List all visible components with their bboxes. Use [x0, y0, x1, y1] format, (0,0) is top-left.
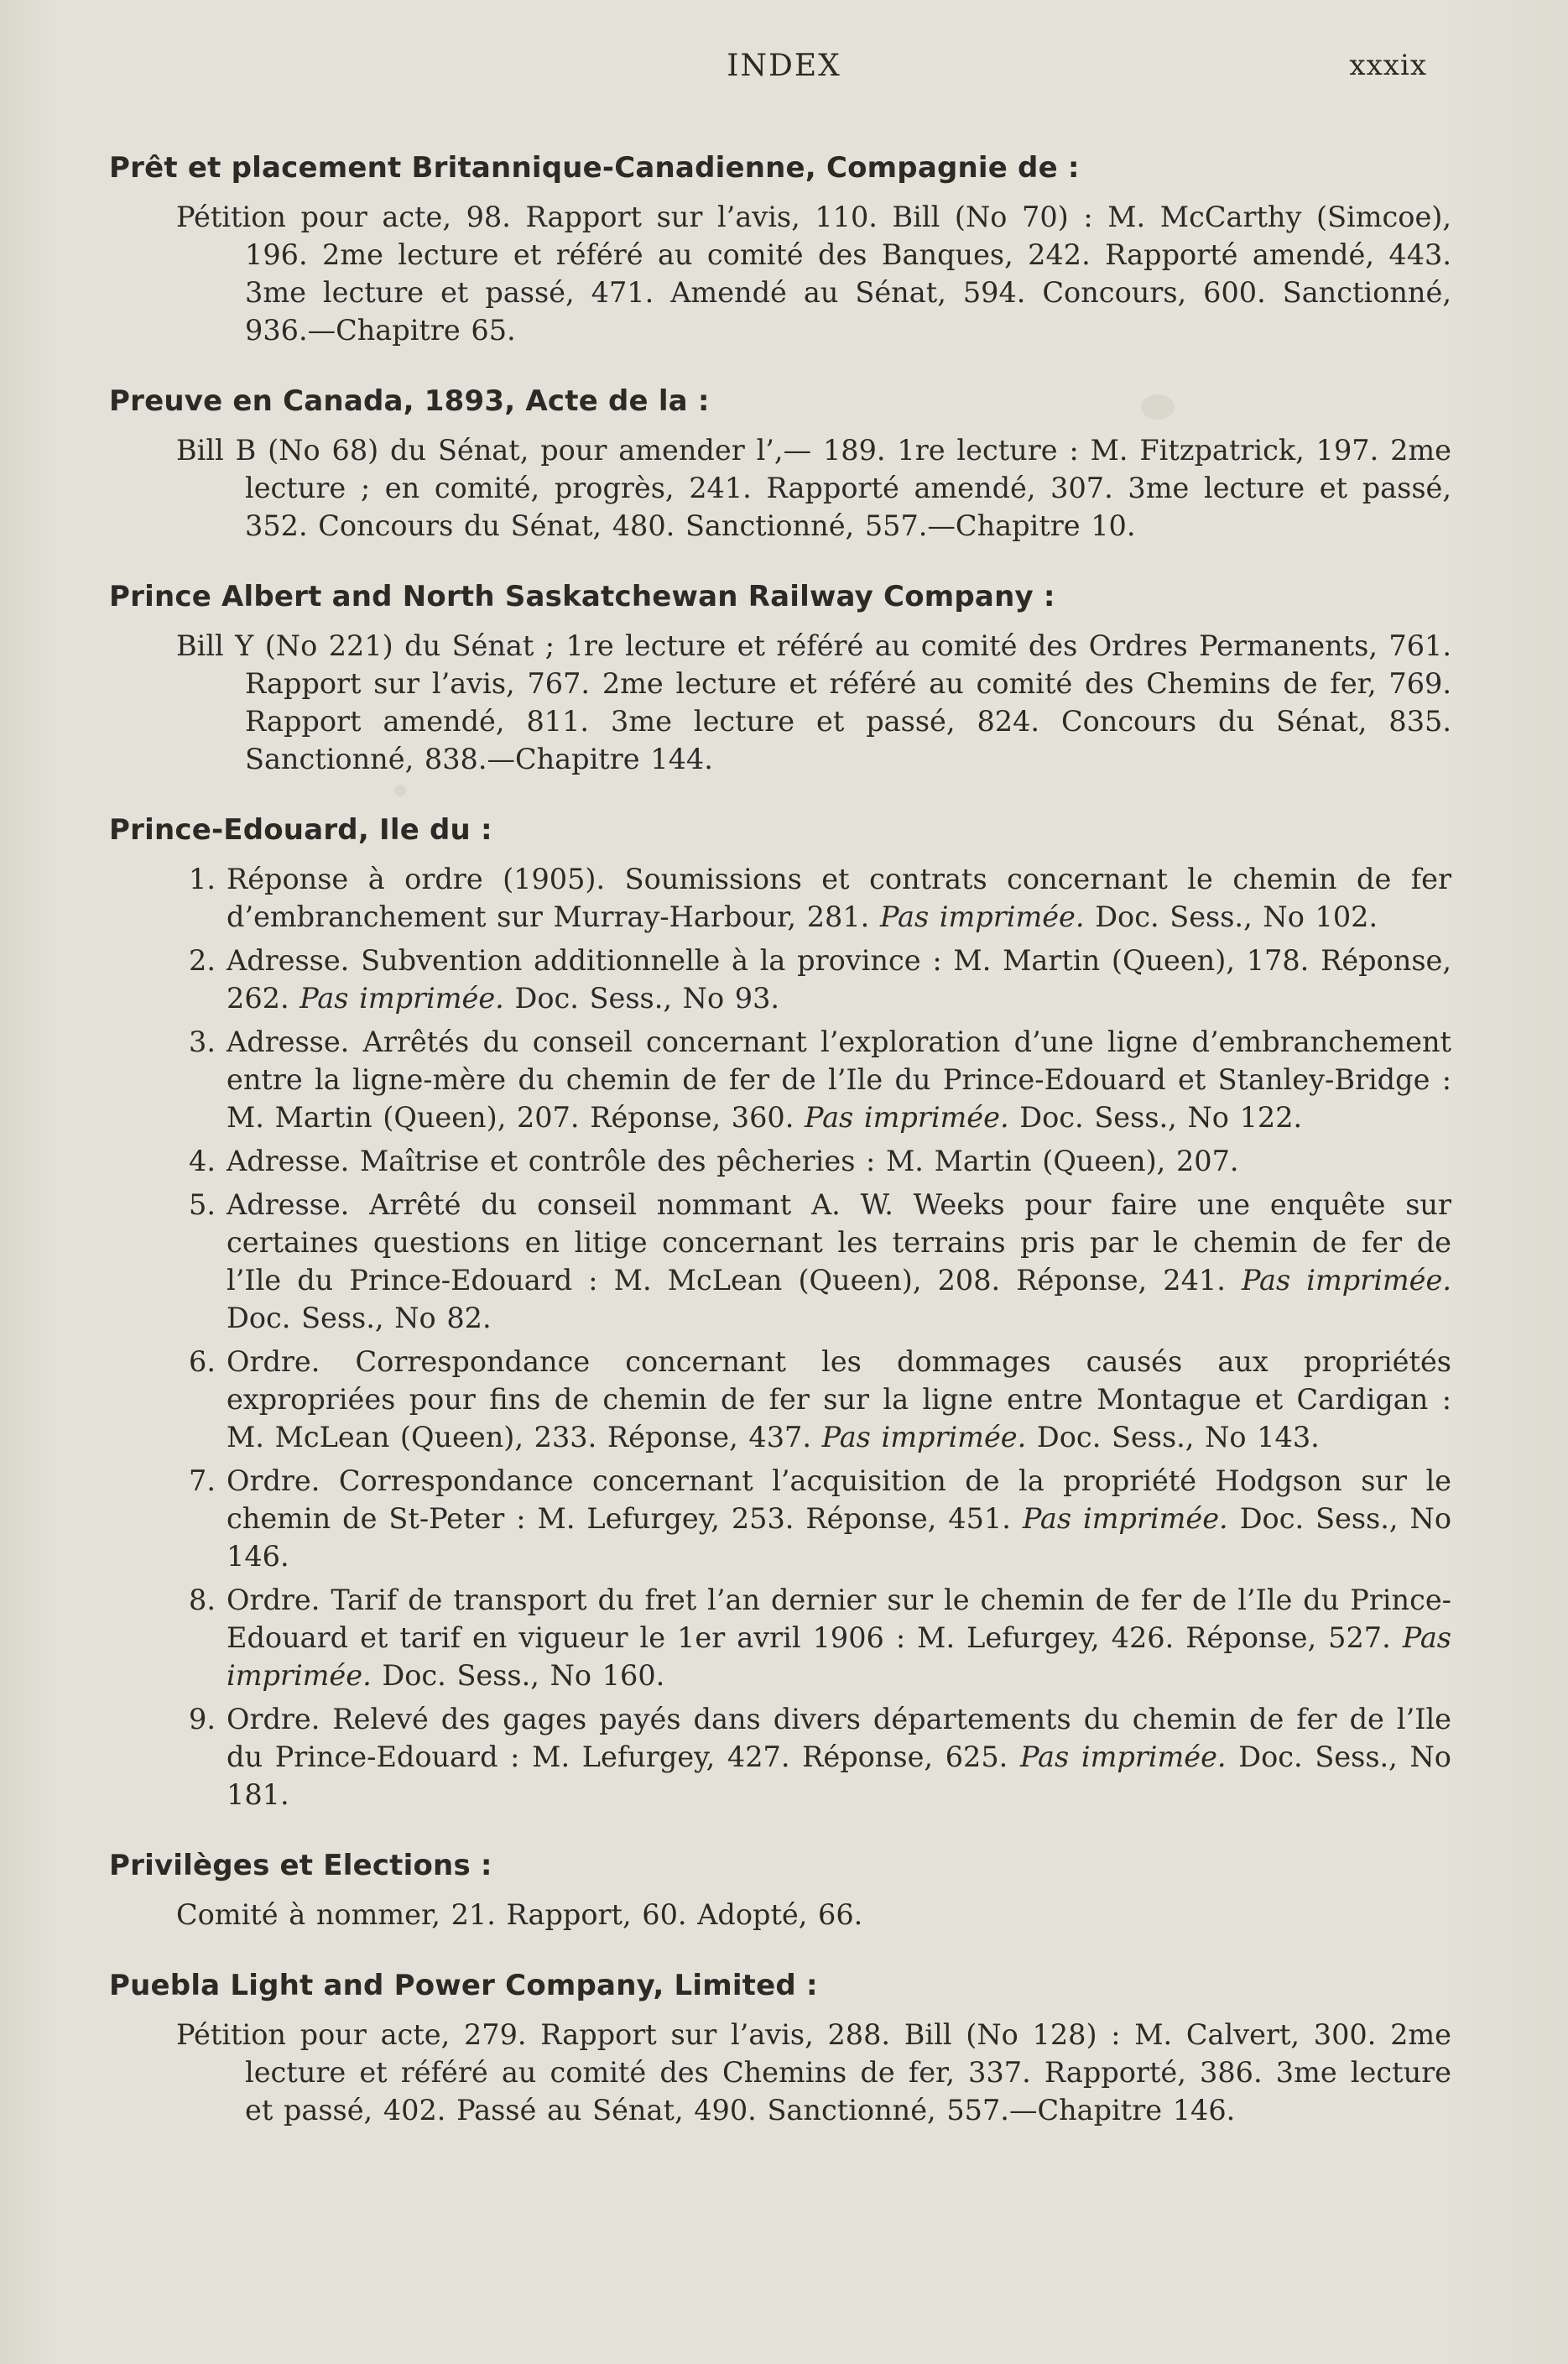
index-entry-puebla-light: [109, 1967, 1451, 2129]
entry-heading: Prince Albert and North Saskatchewan Railway Company :: [109, 580, 1055, 613]
sub-entry-text: Adresse. Arrêtés du conseil concernant l’exploration d’une ligne d’embranchement entre la ligne-mère du chemin de fer de l’Ile du Prince-Edouard et Stanley-Bridge : M. Martin (Queen), 207. Réponse, 360.: [227, 1025, 1451, 1134]
index-entry-privileges-elections: [109, 1847, 1451, 1933]
running-head: [0, 49, 1568, 92]
sub-entry-doc: Doc. Sess., No 181.: [227, 1740, 1451, 1811]
index-entry-preuve-canada: [109, 383, 1451, 545]
index-entry-prince-albert-railway: [109, 578, 1451, 778]
entry-heading: Prince-Edouard, Ile du :: [109, 813, 492, 847]
entry-heading: Preuve en Canada, 1893, Acte de la :: [109, 384, 710, 418]
sub-entry-doc: Doc. Sess., No 160.: [382, 1659, 665, 1692]
sub-entry-doc: Doc. Sess., No 82.: [227, 1302, 492, 1334]
sub-entry-number: 8.: [189, 1584, 216, 1616]
running-title: INDEX: [727, 49, 841, 83]
sub-entry-status: Pas imprimée.: [1241, 1264, 1451, 1297]
sub-entry-number: 4.: [189, 1145, 216, 1177]
sub-entry-list: [189, 860, 1451, 1813]
sub-entry-status: Pas imprimée.: [1019, 1740, 1227, 1773]
sub-entry-text: Adresse. Maîtrise et contrôle des pêcheries : M. Martin (Queen), 207.: [227, 1145, 1239, 1177]
index-entry-pret-placement: [109, 149, 1451, 349]
entry-body: Bill Y (No 221) du Sénat ; 1re lecture et référé au comité des Ordres Permanents, 761. Rapport sur l’avis, 767. 2me lecture et référé au comité des Chemins de fer, 769. Rapport amendé, 811. 3me lecture et passé, 824. Concours du Sénat, 835. Sanctionné, 838.—Chapitre 144.: [176, 629, 1451, 775]
sub-entry: [189, 860, 1451, 936]
sub-entry-number: 3.: [189, 1025, 216, 1058]
sub-entry-text: Adresse. Subvention additionnelle à la province : M. Martin (Queen), 178. Réponse, 262.: [227, 944, 1451, 1015]
entry-heading: Puebla Light and Power Company, Limited :: [109, 1969, 818, 2002]
sub-entry-status: Pas imprimée.: [805, 1101, 1009, 1134]
sub-entry-status: Pas imprimée.: [1022, 1502, 1228, 1535]
sub-entry: [189, 1023, 1451, 1136]
entry-body: Pétition pour acte, 98. Rapport sur l’avis, 110. Bill (No 70) : M. McCarthy (Simcoe), 196. 2me lecture et référé au comité des Banques, 242. Rapporté amendé, 443. 3me lecture et passé, 471. Amendé au Sénat, 594. Concours, 600. Sanctionné, 936.—Chapitre 65.: [176, 201, 1451, 347]
sub-entry-number: 5.: [189, 1188, 216, 1221]
sub-entry: [189, 1343, 1451, 1456]
sub-entry-status: Pas imprimée.: [821, 1421, 1027, 1453]
sub-entry-text: Adresse. Arrêté du conseil nommant A. W. Weeks pour faire une enquête sur certaines questions en litige concernant les terrains pris par le chemin de fer de l’Ile du Prince-Edouard : M. McLean (Queen), 208. Réponse, 241.: [227, 1188, 1451, 1297]
sub-entry-text: Réponse à ordre (1905). Soumissions et contrats concernant le chemin de fer d’embranchement sur Murray-Harbour, 281.: [227, 863, 1451, 933]
index-content: [109, 149, 1451, 2163]
entry-body: Bill B (No 68) du Sénat, pour amender l’,— 189. 1re lecture : M. Fitzpatrick, 197. 2me lecture ; en comité, progrès, 241. Rapporté amendé, 307. 3me lecture et passé, 352. Concours du Sénat, 480. Sanctionné, 557.—Chapitre 10.: [176, 434, 1451, 542]
sub-entry-number: 9.: [189, 1703, 216, 1735]
sub-entry-doc: Doc. Sess., No 93.: [514, 982, 780, 1015]
sub-entry-text: Ordre. Tarif de transport du fret l’an dernier sur le chemin de fer de l’Ile du Prince-Edouard et tarif en vigueur le 1er avril 1906 : M. Lefurgey, 426. Réponse, 527.: [227, 1584, 1451, 1654]
sub-entry: [189, 1700, 1451, 1813]
sub-entry-number: 7.: [189, 1464, 216, 1497]
sub-entry-number: 6.: [189, 1345, 216, 1378]
sub-entry: [189, 942, 1451, 1017]
sub-entry: [189, 1142, 1451, 1180]
page-number: xxxix: [1349, 49, 1427, 82]
sub-entry-doc: Doc. Sess., No 143.: [1036, 1421, 1320, 1453]
entry-heading: Privilèges et Elections :: [109, 1849, 492, 1882]
sub-entry-text: Ordre. Relevé des gages payés dans divers départements du chemin de fer de l’Ile du Prince-Edouard : M. Lefurgey, 427. Réponse, 625.: [227, 1703, 1451, 1773]
sub-entry-status: Pas imprimée.: [227, 1621, 1451, 1692]
sub-entry: [189, 1462, 1451, 1575]
sub-entry-status: Pas imprimée.: [300, 982, 504, 1015]
sub-entry-doc: Doc. Sess., No 102.: [1095, 900, 1378, 933]
sub-entry: [189, 1581, 1451, 1694]
sub-entry-text: Ordre. Correspondance concernant l’acquisition de la propriété Hodgson sur le chemin de St-Peter : M. Lefurgey, 253. Réponse, 451.: [227, 1464, 1451, 1535]
entry-heading: Prêt et placement Britannique-Canadienne, Compagnie de :: [109, 151, 1080, 185]
sub-entry-doc: Doc. Sess., No 122.: [1019, 1101, 1303, 1134]
sub-entry-number: 1.: [189, 863, 216, 895]
entry-body: Pétition pour acte, 279. Rapport sur l’avis, 288. Bill (No 128) : M. Calvert, 300. 2me lecture et référé au comité des Chemins de fer, 337. Rapporté, 386. 3me lecture et passé, 402. Passé au Sénat, 490. Sanctionné, 557.—Chapitre 146.: [176, 2018, 1451, 2127]
sub-entry-status: Pas imprimée.: [879, 900, 1085, 933]
index-entry-prince-edouard: [109, 811, 1451, 1813]
sub-entry-number: 2.: [189, 944, 216, 977]
entry-body: Comité à nommer, 21. Rapport, 60. Adopté, 66.: [176, 1898, 863, 1931]
sub-entry: [189, 1186, 1451, 1337]
sub-entry-doc: Doc. Sess., No 146.: [227, 1502, 1451, 1573]
sub-entry-text: Ordre. Correspondance concernant les dommages causés aux propriétés expropriées pour fins de chemin de fer sur la ligne entre Montague et Cardigan : M. McLean (Queen), 233. Réponse, 437.: [227, 1345, 1451, 1453]
